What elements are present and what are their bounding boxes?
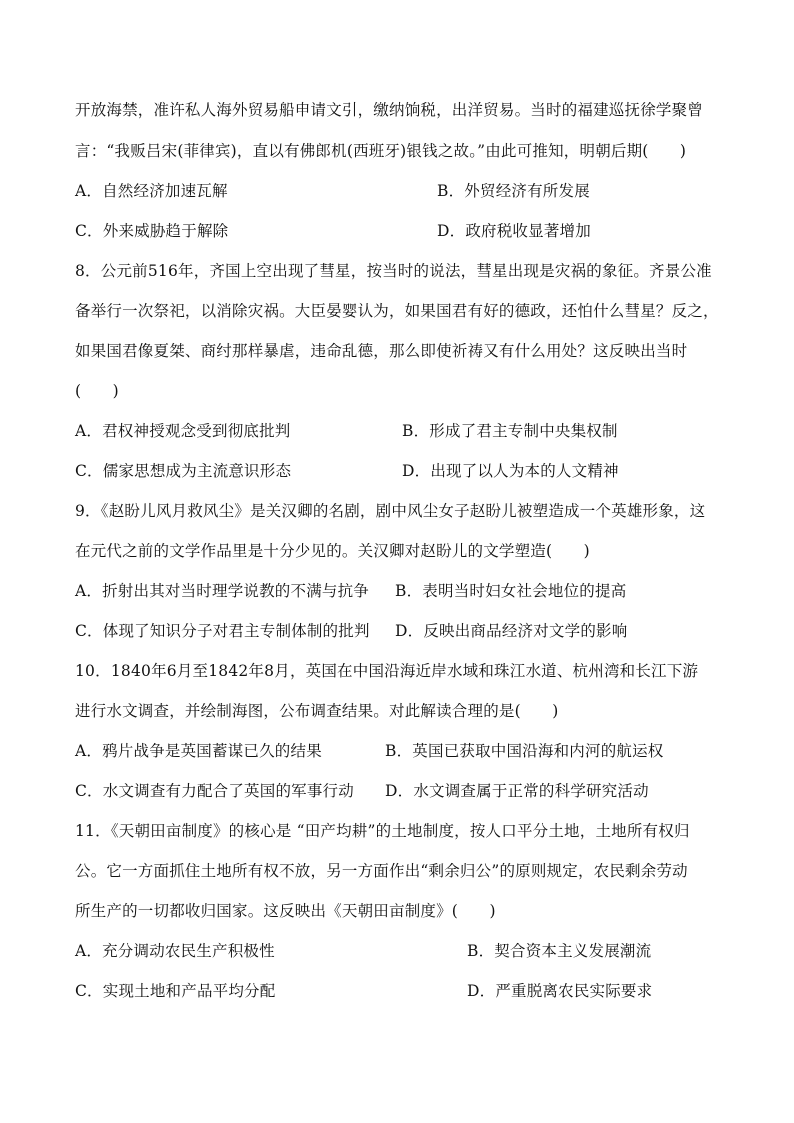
question-11-line-3: 所生产的一切都收归国家。这反映出《天朝田亩制度》( ) <box>75 902 496 920</box>
question-7-option-d: D．政府税收显著增加 <box>437 222 591 240</box>
question-9-option-a: A．折射出其对当时理学说教的不满与抗争 <box>75 582 369 600</box>
question-8-line-3: 如果国君像夏桀、商纣那样暴虐，违命乱德，那么即使祈祷又有什么用处？这反映出当时 <box>75 342 688 360</box>
question-7-line-1: 开放海禁，准许私人海外贸易船申请文引，缴纳饷税，出洋贸易。当时的福建巡抚徐学聚曾 <box>75 101 704 119</box>
question-8-option-c: C．儒家思想成为主流意识形态 <box>75 462 292 480</box>
question-10-line-2: 进行水文调查，并绘制海图，公布调查结果。对此解读合理的是( ) <box>75 702 559 720</box>
question-10-option-c: C．水文调查有力配合了英国的军事行动 <box>75 782 354 800</box>
question-8-option-d: D．出现了以人为本的人文精神 <box>402 462 619 480</box>
question-10-option-a: A．鸦片战争是英国蓄谋已久的结果 <box>75 742 322 760</box>
question-10-option-d: D．水文调查属于正常的科学研究活动 <box>385 782 649 800</box>
question-11-option-d: D．严重脱离农民实际要求 <box>467 982 653 1000</box>
question-8-option-b: B．形成了君主专制中央集权制 <box>402 422 618 440</box>
question-10-option-b: B．英国已获取中国沿海和内河的航运权 <box>385 742 664 760</box>
question-11-option-c: C．实现土地和产品平均分配 <box>75 982 276 1000</box>
question-9-option-d: D．反映出商品经济对文学的影响 <box>395 622 628 640</box>
question-11-line-1: 11．《天朝田亩制度》的核心是 “田产均耕”的土地制度，按人口平分土地，土地所有权归 <box>75 822 690 840</box>
question-7-line-2: 言：“我贩吕宋(菲律宾)，直以有佛郎机(西班牙)银钱之故。”由此可推知，明朝后期( ) <box>75 142 687 160</box>
question-9-option-b: B．表明当时妇女社会地位的提高 <box>395 582 627 600</box>
question-8-line-4: ( ) <box>75 382 119 400</box>
question-8-line-2: 备举行一次祭祀，以消除灾祸。大臣晏婴认为，如果国君有好的德政，还怕什么彗星？反之， <box>75 302 719 320</box>
question-8-option-a: A．君权神授观念受到彻底批判 <box>75 422 291 440</box>
question-7-option-c: C．外来威胁趋于解除 <box>75 222 229 240</box>
question-10-line-1: 10．1840年6月至1842年8月，英国在中国沿海近岸水域和珠江水道、杭州湾和长江下游 <box>75 662 699 680</box>
question-11-line-2: 公。它一方面抓住土地所有权不放，另一方面作出“剩余归公”的原则规定，农民剩余劳动 <box>75 862 688 880</box>
question-9-line-1: 9．《赵盼儿风月救风尘》是关汉卿的名剧，剧中风尘女子赵盼儿被塑造成一个英雄形象，这 <box>75 502 706 520</box>
question-11-option-a: A．充分调动农民生产积极性 <box>75 942 275 960</box>
question-9-option-c: C．体现了知识分子对君主专制体制的批判 <box>75 622 370 640</box>
question-7-option-b: B．外贸经济有所发展 <box>437 182 590 200</box>
question-9-line-2: 在元代之前的文学作品里是十分少见的。关汉卿对赵盼儿的文学塑造( ) <box>75 542 590 560</box>
question-7-option-a: A．自然经济加速瓦解 <box>75 182 228 200</box>
question-8-line-1: 8．公元前516年，齐国上空出现了彗星，按当时的说法，彗星出现是灾祸的象征。齐景公准 <box>75 262 712 280</box>
question-11-option-b: B．契合资本主义发展潮流 <box>467 942 652 960</box>
